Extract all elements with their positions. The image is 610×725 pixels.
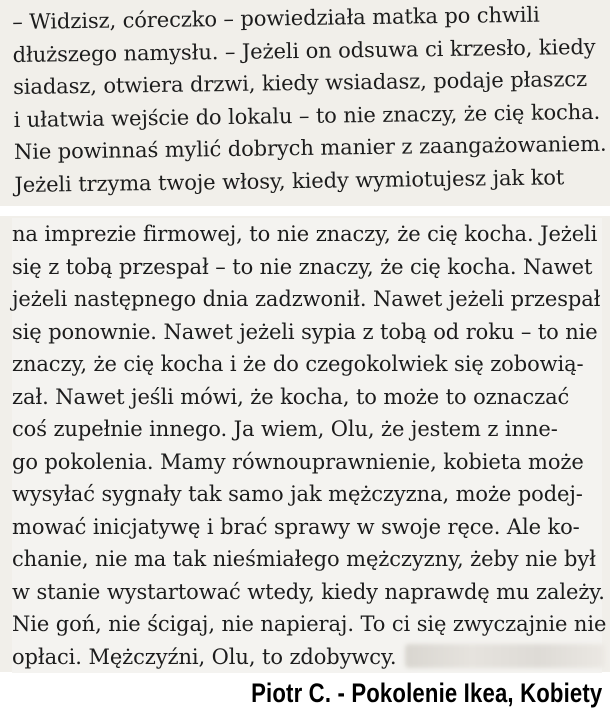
text-line: zał. Nawet jeśli mówi, że kocha, to może to oznaczać — [12, 384, 570, 409]
text-line: chanie, nie ma tak nieśmiałego mężczyzny, żeby nie był — [12, 547, 596, 571]
text-line-content: opłaci. Mężczyźni, Olu, to zdobywcy. — [12, 644, 397, 669]
text-line: mować inicjatywę i brać sprawy w swoje ręce. Ale ko- — [12, 514, 580, 539]
text-line: Nie goń, nie ścigaj, nie napieraj. To ci się zwyczajnie nie — [12, 612, 607, 636]
text-line: go pokolenia. Mamy równouprawnienie, kobieta może — [12, 449, 584, 474]
paragraph-bottom — [12, 218, 607, 673]
paragraph-top — [12, 0, 605, 201]
text-line: na imprezie firmowej, to nie znaczy, że cię kocha. Jeżeli — [12, 222, 598, 246]
scan-seam — [0, 206, 610, 216]
text-line: – Widzisz, córeczko – powiedziała matka po chwili — [12, 2, 540, 34]
text-line: wysyłać sygnały tak samo jak mężczyzna, może podej- — [12, 482, 583, 506]
text-line: dłuższego namysłu. – Jeżeli on odsuwa ci krzesło, kiedy — [12, 34, 596, 67]
text-line: coś zupełnie innego. Ja wiem, Olu, że jestem z inne- — [12, 417, 558, 441]
text-line: Jeżeli trzyma twoje włosy, kiedy wymiotujesz jak kot — [14, 164, 565, 197]
text-line: Nie powinnaś mylić dobrych manier z zaangażowaniem. — [13, 131, 607, 164]
text-line: znaczy, że cię kocha i że do czegokolwiek się zobowią- — [12, 352, 584, 376]
text-line: siadasz, otwiera drzwi, kiedy wsiadasz, podaje płaszcz — [12, 66, 588, 99]
text-line-last — [12, 641, 602, 674]
text-line: w stanie wystartować wtedy, kiedy naprawdę mu zależy. — [12, 579, 605, 604]
blurred-text-region — [405, 644, 605, 668]
text-line: się z tobą przespał – to nie znaczy, że cię kocha. Nawet — [12, 254, 593, 279]
source-caption: Piotr C. - Pokolenie Ikea, Kobiety — [250, 678, 602, 708]
text-line: jeżeli następnego dnia zadzwonił. Nawet jeżeli przespał — [12, 287, 601, 311]
text-line: się ponownie. Nawet jeżeli sypia z tobą od roku – to nie — [12, 319, 598, 344]
text-line: i ułatwia wejście do lokalu – to nie znaczy, że cię kocha. — [13, 99, 601, 132]
